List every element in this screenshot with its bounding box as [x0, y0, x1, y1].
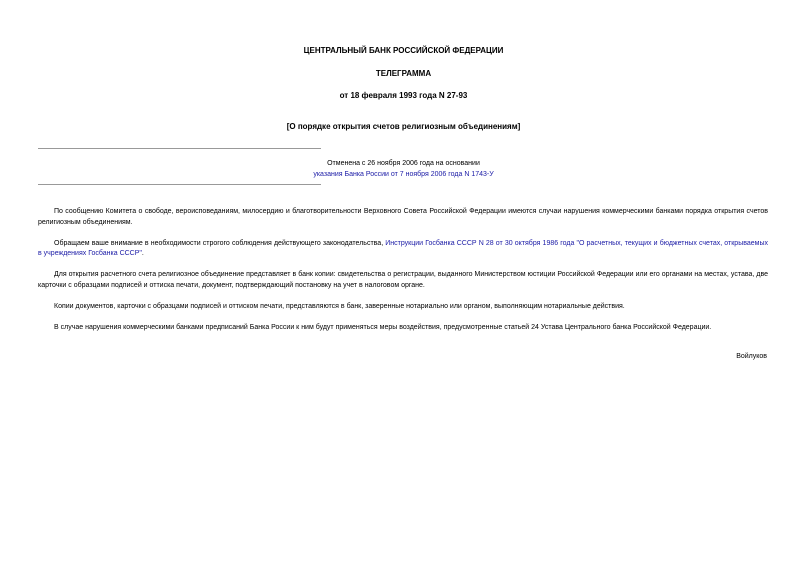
- bottom-divider: [38, 184, 321, 185]
- document-type: ТЕЛЕГРАММА: [375, 69, 432, 78]
- paragraph-legislation: [38, 239, 768, 260]
- document-date-number: от 18 февраля 1993 года N 27-93: [339, 91, 468, 100]
- annulment-note: Отменена с 26 ноября 2006 года на основании: [327, 160, 480, 167]
- paragraph-legislation-lead: Обращаем ваше внимание в необходимости строгого соблюдения действующего законодательства,: [54, 239, 386, 247]
- annulment-decree-link[interactable]: указания Банка России от 7 ноября 2006 года N 1743-У: [313, 171, 494, 178]
- paragraph-notarization: Копии документов, карточки с образцами подписей и оттиском печати, представляются в банк, заверенные нотариально или органом, выполняющим нотариальные действия.: [54, 302, 625, 310]
- top-divider: [38, 148, 321, 149]
- signatory: Войлуков: [736, 353, 767, 360]
- paragraph-required-documents: Для открытия расчетного счета религиозное объединение представляет в банк копии: свидетельства о регистрации, выданного Министерством юстиции Российской Федерации или его органами на местах, устава, две карточки с образцами подписей и оттиска печати, документ, подтверждающий постановку на учет в налоговом органе.: [38, 271, 768, 289]
- annulment-note-link-line: [0, 169, 807, 180]
- issuing-organization: ЦЕНТРАЛЬНЫЙ БАНК РОССИЙСКОЙ ФЕДЕРАЦИИ: [303, 46, 504, 55]
- gosbank-instruction-link[interactable]: Инструкции Госбанка СССР N 28 от 30 октября 1986 года "О расчетных, текущих и бюджетных счетах, открываемых в учреждениях Госбанка СССР": [38, 239, 768, 257]
- paragraph-violations: По сообщению Комитета о свободе, вероисповеданиям, милосердию и благотворительности Верховного Совета Российской Федерации имеются случаи нарушения коммерческими банками порядка открытия счетов религиозным объединениям.: [38, 208, 768, 226]
- document-subject: [О порядке открытия счетов религиозным объединениям]: [286, 122, 521, 131]
- paragraph-legislation-end: .: [141, 250, 144, 257]
- document-body: [38, 207, 768, 344]
- paragraph-sanctions: В случае нарушения коммерческими банками предписаний Банка России к ним будут применяться меры воздействия, предусмотренные статьей 24 Устава Центрального банка Российской Федерации.: [54, 323, 712, 331]
